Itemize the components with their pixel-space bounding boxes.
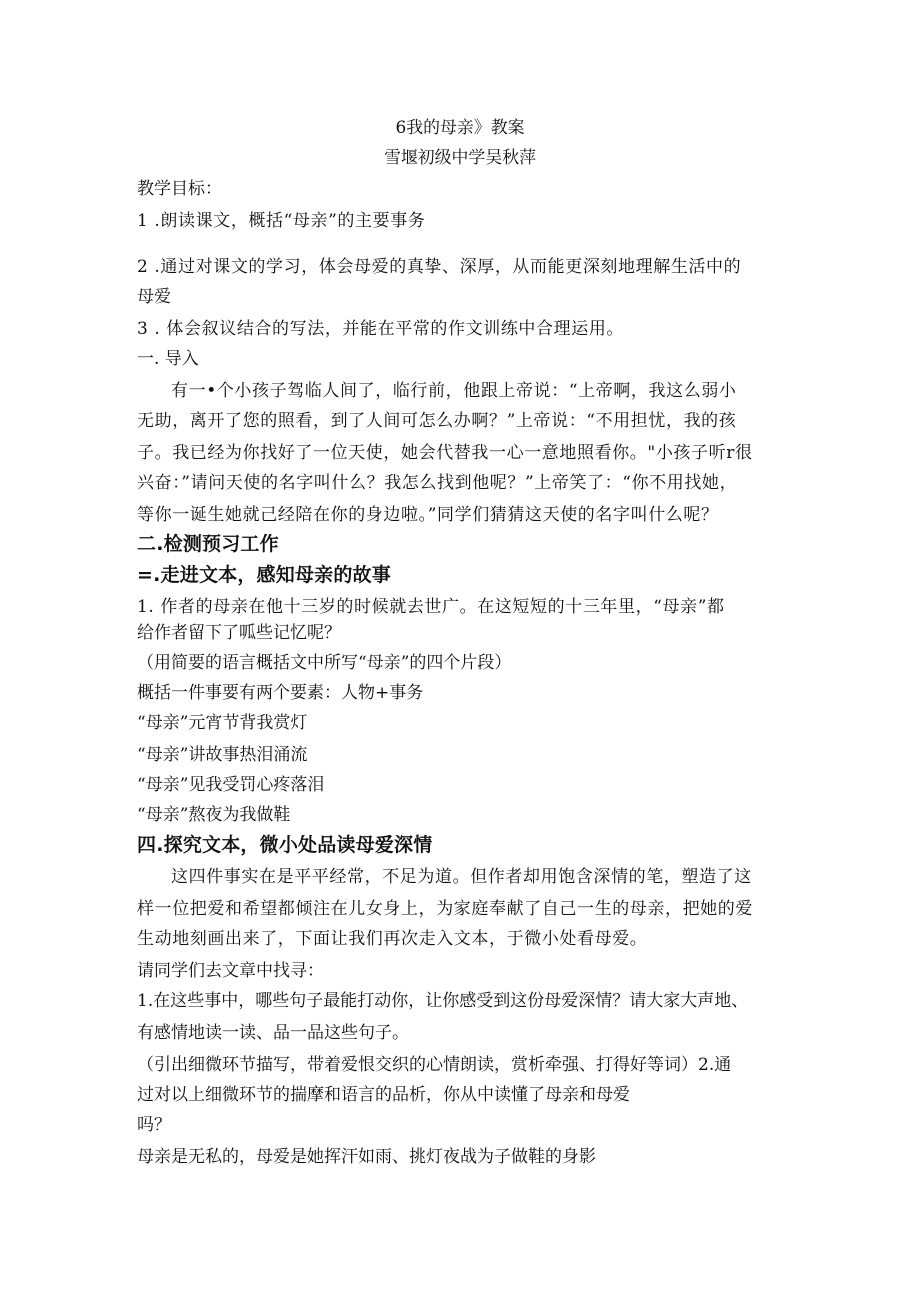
section1-paragraph-line: 等你一诞生她就己经陪在你的身边啦。”同学们猜猜这天使的名字叫什么呢？ — [137, 505, 719, 525]
section3-line: （用简要的语言概括文中所写“母亲”的四个片段） — [137, 653, 512, 673]
objective-item-3: 3 . 体会叙议结合的写法，并能在平常的作文训练中合理运用。 — [137, 319, 625, 339]
section1-paragraph-line: 兴奋：”请问天使的名字叫什么？我怎么找到他呢？”上帝笑了：“你不用找她， — [137, 473, 738, 493]
section4-line: 1.在这些事中，哪些句子最能打动你，让你感受到这份母爱深情？请大家大声地、 — [137, 991, 749, 1011]
section2-heading: 二.检测预习工作 — [137, 533, 279, 555]
section4-line: 母亲是无私的，母爱是她挥汗如雨、挑灯夜战为子做鞋的身影 — [137, 1147, 596, 1167]
section3-line: 给作者留下了呱些记忆呢？ — [137, 623, 341, 643]
section1-heading: 一. 导入 — [137, 349, 199, 369]
story-item: “母亲”熬夜为我做鞋 — [137, 805, 291, 825]
objective-item-2-cont: 母爱 — [137, 287, 171, 307]
section4-line: 请同学们去文章中找寻： — [137, 961, 324, 981]
section3-heading: =.走进文本，感知母亲的故事 — [137, 564, 391, 586]
objective-item-1: 1 .朗读课文，概括“母亲”的主要事务 — [137, 211, 426, 231]
section4-paragraph-line: 样一位把爱和希望都倾注在儿女身上，为家庭奉献了自己一生的母亲，把她的爱 — [137, 899, 753, 919]
section3-line: 1. 作者的母亲在他十三岁的时候就去世广。在这短短的十三年里，“母亲”都 — [137, 597, 725, 617]
section1-paragraph-line: 有一•个小孩子驾临人间了，临行前，他跟上帝说：“上帝啊，我这么弱小 — [171, 381, 737, 401]
section1-paragraph-line: 子。我已经为你找好了一位天使，她会代替我一心一意地照看你。"小孩子听r很 — [137, 443, 753, 463]
story-item: “母亲”讲故事热泪涌流 — [137, 745, 308, 765]
section4-line: 有感情地读一读、品一品这些句子。 — [137, 1023, 409, 1043]
section3-line: 概括一件事要有两个要素：人物+事务 — [137, 683, 424, 703]
section4-line: 过对以上细微环节的揣摩和语言的品析，你从中读懂了母亲和母爱 — [137, 1085, 630, 1105]
section4-line: 吗？ — [137, 1115, 171, 1135]
document-title: 6我的母亲》教案 — [395, 117, 525, 137]
section1-paragraph-line: 无助，离开了您的照看，到了人间可怎么办啊？”上帝说：“不用担忧，我的孩 — [137, 411, 737, 431]
section4-heading: 四.探究文本，微小处品读母爱深情 — [137, 834, 433, 856]
story-item: “母亲”元宵节背我赏灯 — [137, 713, 308, 733]
objectives-heading: 教学目标： — [137, 179, 222, 199]
story-item: “母亲”见我受罚心疼落泪 — [137, 775, 325, 795]
document-author: 雪堰初级中学吴秋萍 — [383, 147, 536, 167]
section4-line: （引出细微环节描写，带着爱恨交织的心情朗读，赏析牵强、打得好等词）2.通 — [137, 1055, 732, 1075]
section4-paragraph-line: 这四件事实在是平平经常，不足为道。但作者却用饱含深情的笔，塑造了这 — [171, 867, 752, 887]
objective-item-2: 2 .通过对课文的学习，体会母爱的真挚、深厚，从而能更深刻地理解生活中的 — [137, 257, 742, 277]
section4-paragraph-line: 生动地刻画出来了，下面让我们再次走入文本，于微小处看母爱。 — [137, 929, 648, 949]
